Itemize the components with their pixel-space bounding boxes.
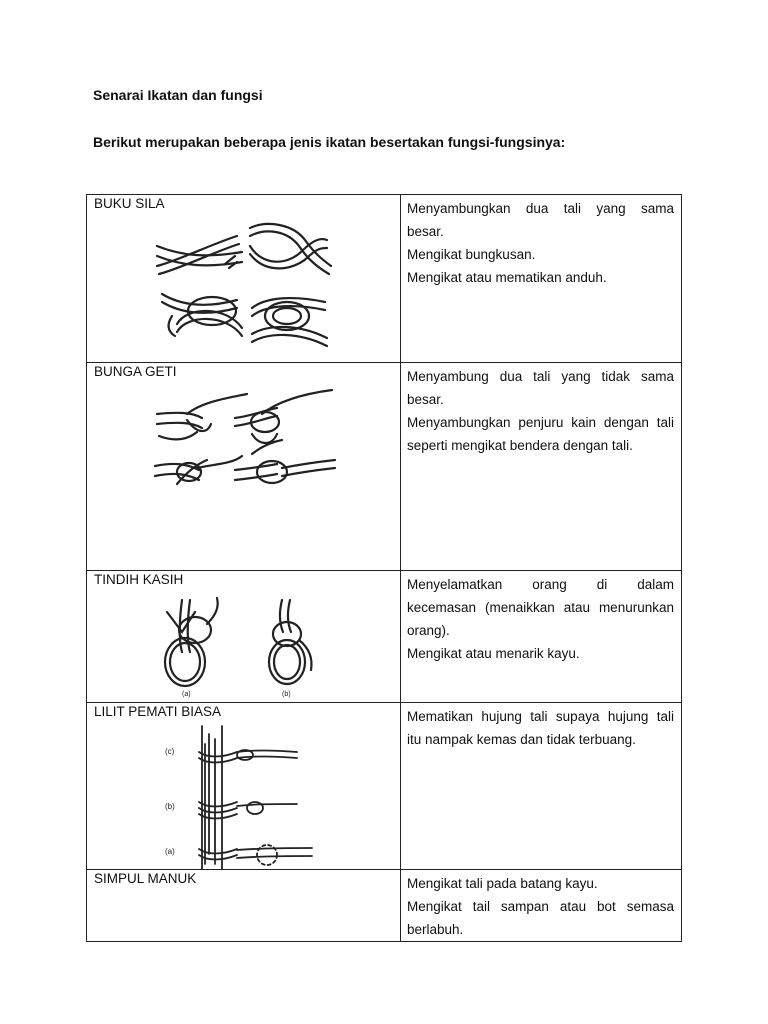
function-item: Mengikat bungkusan.	[407, 247, 536, 262]
table-row	[87, 571, 682, 703]
tindih-kasih-illustration	[87, 592, 400, 702]
knot-function-cell	[401, 363, 682, 571]
knot-name: SIMPUL MANUK	[94, 871, 197, 886]
knot-function-cell	[401, 703, 682, 870]
function-item: Mengikat tail sampan atau bot semasa berlabuh.	[407, 899, 674, 937]
figure-label: (b)	[282, 691, 291, 698]
function-item: Mengikat tali pada batang kayu.	[407, 876, 598, 891]
table-row	[87, 363, 682, 571]
function-item: Menyelamatkan orang di dalam kecemasan (menaikkan atau menurunkan orang).	[407, 577, 674, 638]
function-item: Mengikat atau menarik kayu.	[407, 646, 580, 661]
function-item: Mematikan hujung tali supaya hujung tali itu nampak kemas dan tidak terbuang.	[407, 709, 674, 747]
function-item: Mengikat atau mematikan anduh.	[407, 270, 607, 285]
knot-name-cell	[87, 703, 401, 870]
knots-table	[86, 194, 682, 942]
figure-label: (a)	[165, 847, 175, 856]
figure-label: (b)	[165, 802, 175, 811]
function-item: Menyambungkan penjuru kain dengan tali seperti mengikat bendera dengan tali.	[407, 415, 674, 453]
function-item: Menyambungkan dua tali yang sama besar.	[407, 201, 674, 239]
figure-label: (c)	[165, 747, 175, 756]
function-item: Menyambung dua tali yang tidak sama besar.	[407, 369, 674, 407]
knot-name-cell	[87, 363, 401, 571]
table-row	[87, 195, 682, 363]
table-row	[87, 703, 682, 870]
bunga-geti-illustration	[87, 384, 400, 504]
knot-name: TINDIH KASIH	[94, 572, 184, 587]
knot-name-cell	[87, 870, 401, 942]
knot-name: BUNGA GETI	[94, 364, 177, 379]
knot-name-cell	[87, 195, 401, 363]
knot-function-cell	[401, 195, 682, 363]
knot-function-cell	[401, 571, 682, 703]
knot-name: BUKU SILA	[94, 196, 165, 211]
figure-label: (a)	[182, 691, 191, 698]
knot-name: LILIT PEMATI BIASA	[94, 704, 222, 719]
knot-function-cell	[401, 870, 682, 942]
table-row	[87, 870, 682, 942]
lilit-pemati-biasa-illustration	[87, 724, 400, 869]
buku-sila-illustration	[87, 216, 400, 356]
intro-text: Berikut merupakan beberapa jenis ikatan besertakan fungsi-fungsinya:	[93, 134, 566, 150]
knot-name-cell	[87, 571, 401, 703]
page-title: Senarai Ikatan dan fungsi	[93, 87, 263, 103]
